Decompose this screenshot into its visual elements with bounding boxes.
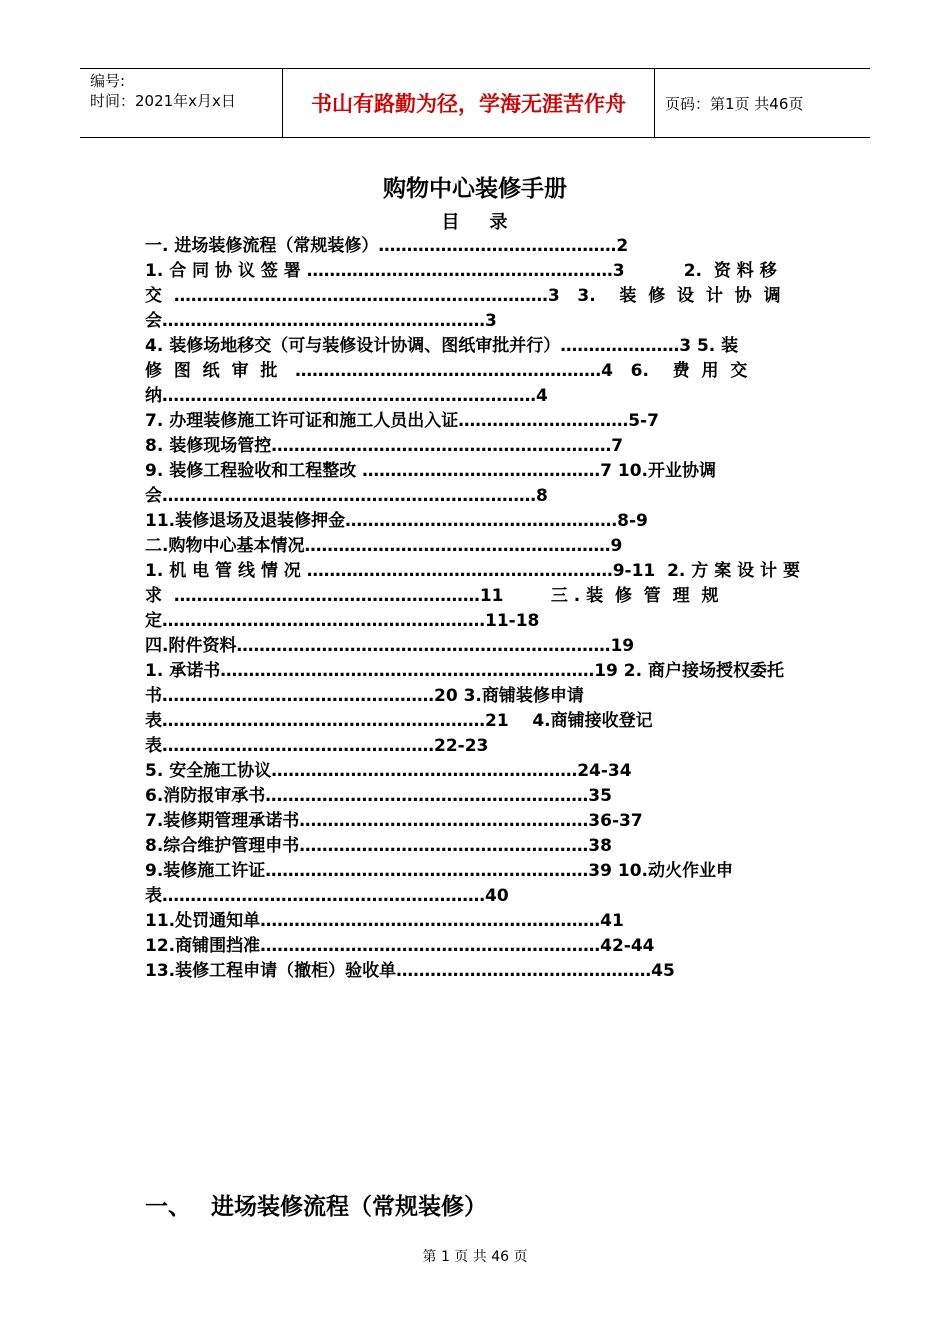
toc-line: 1. 机 电 管 线 情 况 ………………………………………………9-11 2. 方 案 设 计 要	[145, 561, 800, 581]
toc-line: 交 …………………………………………………………3 3. 装 修 设 计 协 调	[145, 286, 781, 306]
toc-line: 1. 合 同 协 议 签 署 ………………………………………………3 2. 资 料 移	[145, 261, 777, 281]
toc-line: 8. 装修现场管控……………………………………………………7	[145, 436, 624, 456]
toc-line: 11.处罚通知单……………………………………………………41	[145, 911, 624, 931]
document-title: 购物中心装修手册	[383, 176, 567, 202]
toc-line: 一. 进场装修流程（常规装修）……………………………………2	[145, 236, 629, 256]
toc-line: 7. 办理装修施工许可证和施工人员出入证…………………………5-7	[145, 411, 659, 431]
section-heading	[145, 1188, 487, 1221]
toc-line: 纳…………………………………………………………4	[145, 386, 548, 406]
header-motto: 书山有路勤为径，学海无涯苦作舟	[282, 69, 655, 137]
toc-line: 书…………………………………………20 3.商铺装修申请	[145, 686, 584, 706]
header-page-info: 页码：第1页 共46页	[665, 94, 804, 113]
toc-line: 表…………………………………………22-23	[145, 736, 489, 756]
toc-line: 5. 安全施工协议………………………………………………24-34	[145, 761, 632, 781]
toc-line: 7.装修期管理承诺书……………………………………………36-37	[145, 811, 643, 831]
toc-line: 13.装修工程申请（撤柜）验收单………………………………………45	[145, 961, 675, 981]
toc-line: 6.消防报审承书…………………………………………………35	[145, 786, 612, 806]
toc-line: 求 ………………………………………………11 三 . 装 修 管 理 规	[145, 586, 719, 606]
toc-line: 四.附件资料…………………………………………………………19	[145, 636, 635, 656]
section-number: 一、	[145, 1194, 191, 1220]
toc-line: 1. 承诺书…………………………………………………………19 2. 商户接场授权委托	[145, 661, 784, 681]
section-title: 进场装修流程（常规装修）	[211, 1194, 487, 1220]
header-meta	[80, 69, 282, 137]
toc-line: 9. 装修工程验收和工程整改 ……………………………………7 10.开业协调	[145, 461, 716, 481]
number-label: 编号:	[90, 72, 126, 90]
toc-line: 会…………………………………………………3	[145, 311, 497, 331]
page-footer: 第 1 页 共 46 页	[422, 1249, 528, 1265]
toc-heading: 目 录	[441, 212, 509, 233]
toc-line: 表…………………………………………………21 4.商铺接收登记	[145, 711, 653, 731]
toc-line: 9.装修施工许证…………………………………………………39 10.动火作业申	[145, 861, 733, 881]
toc-line: 8.综合维护管理申书……………………………………………38	[145, 836, 612, 856]
toc-line: 修 图 纸 审 批 ………………………………………………4 6. 费 用 交	[145, 361, 748, 381]
toc-line: 11.装修退场及退装修押金…………………………………………8-9	[145, 511, 648, 531]
table-of-contents	[145, 234, 810, 984]
toc-line: 会…………………………………………………………8	[145, 486, 548, 506]
toc-line: 表…………………………………………………40	[145, 886, 509, 906]
toc-line: 4. 装修场地移交（可与装修设计协调、图纸审批并行）…………………3 5. 装	[145, 336, 739, 356]
toc-line: 定…………………………………………………11-18	[145, 611, 540, 631]
toc-line: 二.购物中心基本情况………………………………………………9	[145, 536, 623, 556]
page-header	[80, 68, 870, 138]
time-label: 时间：2021年x月x日	[90, 92, 236, 110]
toc-line: 12.商铺围挡准……………………………………………………42-44	[145, 936, 655, 956]
